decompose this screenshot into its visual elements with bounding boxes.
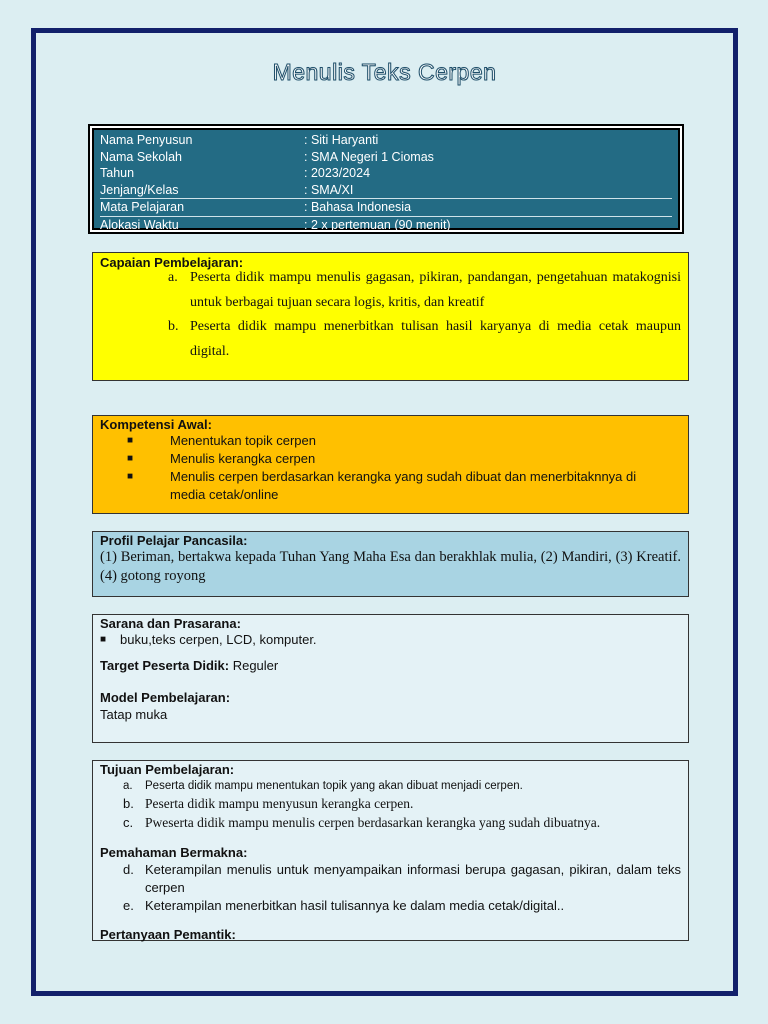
list-item [100,468,681,504]
profil-box [92,531,689,597]
identity-key: Nama Penyusun [100,133,193,147]
list-marker: a. [123,780,133,792]
identity-key: Nama Sekolah [100,149,182,164]
list-text: Peserta didik mampu menyusun kerangka cerpen. [145,796,414,811]
list-marker: b. [123,796,134,811]
list-marker: b. [168,319,179,334]
bullet-icon: ■ [127,453,134,464]
kompetensi-box [92,415,689,514]
kompetensi-heading: Kompetensi Awal: [100,417,212,432]
target-value: Reguler [229,658,279,673]
list-text: Menulis kerangka cerpen [170,451,316,466]
list-text: Peserta didik mampu menentukan topik yang akan dibuat menjadi cerpen. [145,780,523,792]
identity-row [100,216,672,234]
list-text: Peserta didik mampu menerbitkan tulisan hasil karyanya di media cetak maupun digital. [190,319,681,359]
list-text: Pweserta didik mampu menulis cerpen berdasarkan kerangka yang sudah dibuatnya. [145,815,601,830]
identity-value: : SMA/XI [304,182,354,197]
profil-heading: Profil Pelajar Pancasila: [100,533,248,548]
bullet-icon: ■ [127,435,134,446]
identity-value: : SMA Negeri 1 Ciomas [304,149,434,164]
identity-value: : Bahasa Indonesia [304,200,412,215]
identity-value: : 2023/2024 [304,166,371,181]
profil-text: (1) Beriman, bertakwa kepada Tuhan Yang Maha Esa dan berakhlak mulia, (2) Mandiri, (3) Kreatif. (4) gotong royong [100,549,681,584]
sarana-heading: Sarana dan Prasarana: [100,616,241,631]
list-item [100,779,681,794]
pemahaman-heading: Pemahaman Bermakna: [100,845,248,860]
list-item [100,315,681,364]
tujuan-heading: Tujuan Pembelajaran: [100,762,235,777]
list-item [100,897,681,915]
tujuan-list [100,779,681,832]
kompetensi-list [100,432,681,504]
list-item [100,266,681,315]
identity-row [100,165,672,182]
list-item [100,450,681,468]
identity-value: : 2 x pertemuan (90 menit) [304,217,451,232]
target-line [100,657,681,674]
identity-row [100,149,672,166]
tujuan-box [92,760,689,941]
list-marker: c. [123,815,134,830]
pertanyaan-heading: Pertanyaan Pemantik: [100,927,236,942]
sarana-box [92,614,689,743]
identity-box [88,124,684,234]
sarana-text: buku,teks cerpen, LCD, komputer. [120,632,317,647]
identity-key: Tahun [100,166,135,181]
identity-row [100,182,672,199]
list-text: Keterampilan menulis untuk menyampaikan informasi berupa gagasan, pikiran, dalam teks cerpen [145,862,681,895]
model-heading: Model Pembelajaran: [100,690,231,705]
capaian-list [100,266,681,364]
model-value: Tatap muka [100,707,168,722]
identity-row [100,132,672,149]
list-item [100,794,681,813]
bullet-icon: ■ [127,471,134,482]
capaian-heading: Capaian Pembelajaran: [100,255,244,270]
list-text: Peserta didik mampu menulis gagasan, pikiran, pandangan, pengetahuan matakognisi untuk berbagai tujuan secara logis, kritis, dan kreatif [190,270,681,310]
identity-value: : Siti Haryanti [304,133,379,147]
list-item [100,861,681,897]
bullet-icon: ■ [100,634,107,645]
identity-key: Alokasi Waktu [100,217,179,232]
pemahaman-list [100,861,681,915]
list-marker: e. [123,898,134,913]
list-text: Menentukan topik cerpen [170,433,316,448]
list-marker: a. [168,270,178,285]
list-item [100,432,681,450]
sarana-item [100,631,681,648]
list-item [100,813,681,832]
identity-table [92,128,680,230]
list-text: Menulis cerpen berdasarkan kerangka yang sudah dibuat dan menerbitaknnya di media cetak/online [170,469,637,502]
identity-key: Jenjang/Kelas [100,182,179,197]
identity-key: Mata Pelajaran [100,200,185,215]
identity-row [100,198,672,216]
list-marker: d. [123,862,134,877]
list-text: Keterampilan menerbitkan hasil tulisannya ke dalam media cetak/digital.. [145,898,565,913]
capaian-box [92,252,689,381]
page-title: Menulis Teks Cerpen [272,59,497,85]
target-label: Target Peserta Didik: [100,658,230,673]
